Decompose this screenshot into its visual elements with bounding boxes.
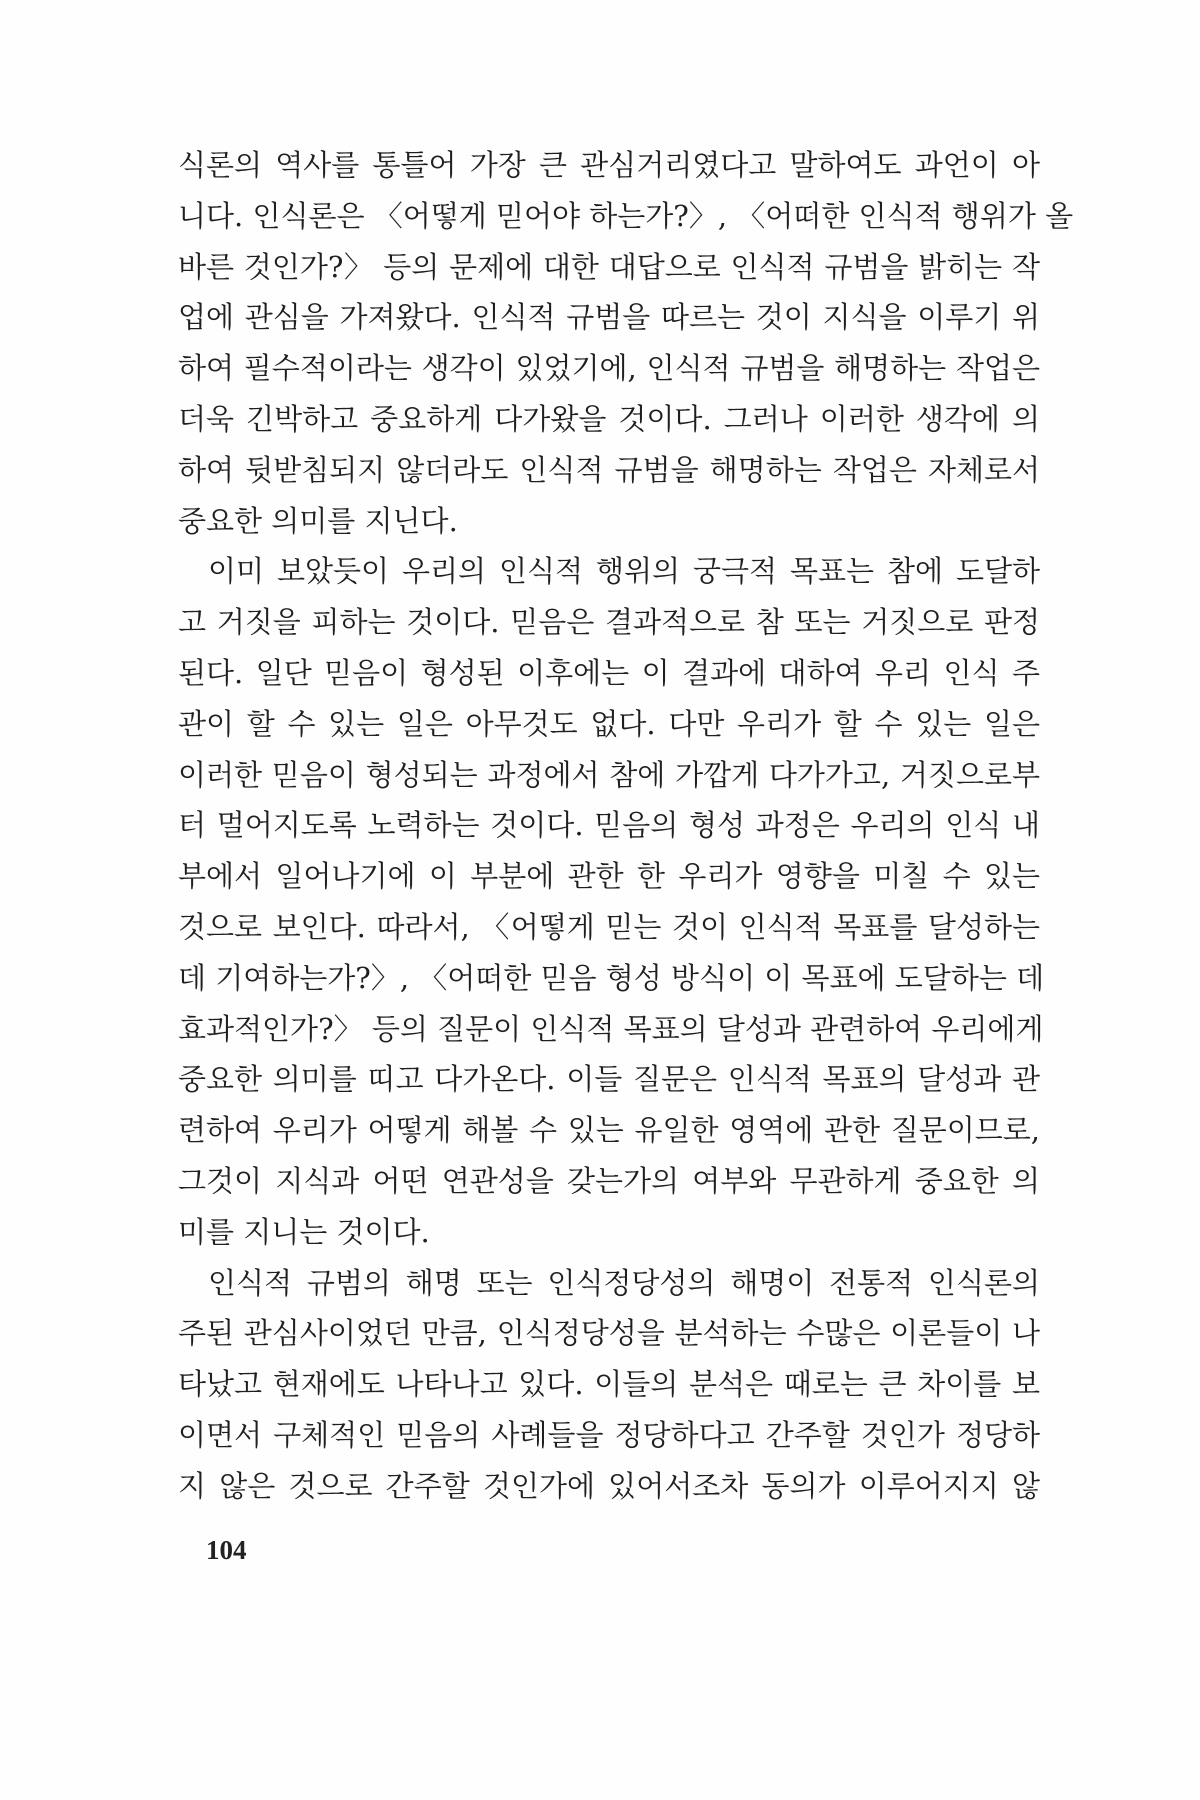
text-line: 데 기여하는가?〉, 〈어떠한 믿음 형성 방식이 이 목표에 도달하는 데 xyxy=(178,960,1045,995)
text-line: 지 않은 것으로 간주할 것인가에 있어서조차 동의가 이루어지지 않 xyxy=(178,1468,1040,1503)
text-line: 이미 보았듯이 우리의 인식적 행위의 궁극적 목표는 참에 도달하 xyxy=(208,554,1040,589)
text-line: 중요한 의미를 띠고 다가온다. 이들 질문은 인식적 목표의 달성과 관 xyxy=(178,1062,1040,1097)
text-line: 부에서 일어나기에 이 부분에 관한 한 우리가 영향을 미칠 수 있는 xyxy=(178,859,1040,894)
text-line: 된다. 일단 믿음이 형성된 이후에는 이 결과에 대하여 우리 인식 주 xyxy=(178,655,1040,690)
text-line: 미를 지니는 것이다. xyxy=(178,1214,430,1249)
text-line: 주된 관심사이었던 만큼, 인식정당성을 분석하는 수많은 이론들이 나 xyxy=(178,1316,1040,1351)
text-line: 타났고 현재에도 나타나고 있다. 이들의 분석은 때로는 큰 차이를 보 xyxy=(178,1367,1040,1402)
text-line: 이러한 믿음이 형성되는 과정에서 참에 가깝게 다가가고, 거짓으로부 xyxy=(178,757,1040,792)
text-line: 하여 필수적이라는 생각이 있었기에, 인식적 규범을 해명하는 작업은 xyxy=(178,351,1040,386)
body-text xyxy=(178,140,1074,1512)
text-line: 련하여 우리가 어떻게 해볼 수 있는 유일한 영역에 관한 질문이므로, xyxy=(178,1113,1040,1148)
text-line: 업에 관심을 가져왔다. 인식적 규범을 따르는 것이 지식을 이루기 위 xyxy=(178,300,1040,335)
text-line: 중요한 의미를 지닌다. xyxy=(178,503,458,538)
text-line: 식론의 역사를 통틀어 가장 큰 관심거리였다고 말하여도 과언이 아 xyxy=(178,148,1040,182)
text-line: 것으로 보인다. 따라서, 〈어떻게 믿는 것이 인식적 목표를 달성하는 xyxy=(178,909,1040,944)
text-line: 관이 할 수 있는 일은 아무것도 없다. 다만 우리가 할 수 있는 일은 xyxy=(178,706,1040,741)
text-line: 바른 것인가?〉 등의 문제에 대한 대답으로 인식적 규범을 밝히는 작 xyxy=(178,249,1040,284)
text-line: 니다. 인식론은 〈어떻게 믿어야 하는가?〉, 〈어떠한 인식적 행위가 올 xyxy=(178,198,1074,233)
text-line: 터 멀어지도록 노력하는 것이다. 믿음의 형성 과정은 우리의 인식 내 xyxy=(178,808,1040,843)
text-line: 효과적인가?〉 등의 질문이 인식적 목표의 달성과 관련하여 우리에게 xyxy=(178,1011,1044,1046)
text-line: 더욱 긴박하고 중요하게 다가왔을 것이다. 그러나 이러한 생각에 의 xyxy=(178,401,1040,436)
page-number: 104 xyxy=(206,1535,247,1565)
text-line: 고 거짓을 피하는 것이다. 믿음은 결과적으로 참 또는 거짓으로 판정 xyxy=(178,605,1040,640)
text-line: 인식적 규범의 해명 또는 인식정당성의 해명이 전통적 인식론의 xyxy=(208,1265,1040,1300)
text-line: 그것이 지식과 어떤 연관성을 갖는가의 여부와 무관하게 중요한 의 xyxy=(178,1163,1040,1198)
text-line: 이면서 구체적인 믿음의 사례들을 정당하다고 간주할 것인가 정당하 xyxy=(178,1417,1040,1452)
text-line: 하여 뒷받침되지 않더라도 인식적 규범을 해명하는 작업은 자체로서 xyxy=(178,452,1040,487)
